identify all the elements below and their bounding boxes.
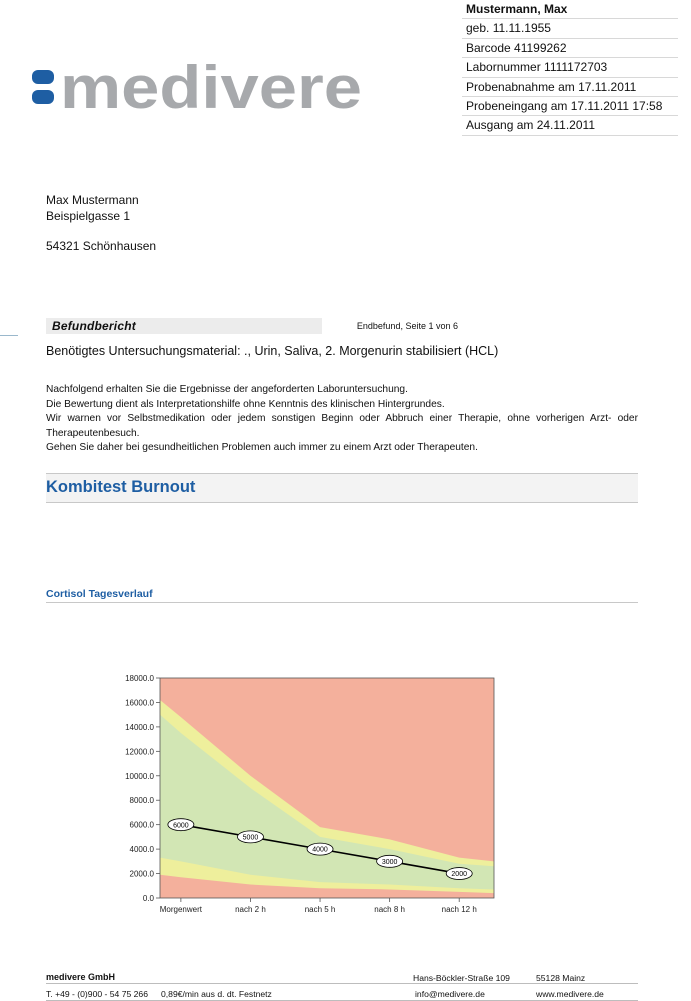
chart-data-label: 2000 (451, 871, 467, 879)
report-title: Befundbericht (52, 319, 136, 333)
address-city: 54321 Schönhausen (46, 239, 157, 253)
footer-web[interactable]: www.medivere.de (536, 989, 604, 999)
patient-output-date: Ausgang am 24.11.2011 (462, 116, 678, 135)
chart-y-tick-label: 4000.0 (129, 845, 154, 855)
section-title-bar (46, 473, 638, 503)
chart-x-tick-label: nach 2 h (235, 905, 266, 914)
chart-data-label: 3000 (381, 858, 398, 866)
chart-y-tick-label: 16000.0 (125, 698, 154, 708)
patient-dob: geb. 11.11.1955 (462, 19, 678, 38)
footer-phone: T. +49 - (0)900 - 54 75 266 (46, 989, 148, 999)
intro-text (46, 383, 638, 456)
chart-y-tick-label: 0.0 (142, 894, 154, 903)
patient-lab-number: Labornummer 1111172703 (462, 58, 678, 77)
address-name: Max Mustermann (46, 193, 139, 207)
recipient-address (46, 193, 156, 255)
chart-data-label: 5000 (242, 834, 259, 842)
chart-data-label: 4000 (312, 846, 328, 854)
subsection-title: Cortisol Tagesverlauf (46, 588, 153, 600)
logo-dot-top (32, 70, 54, 84)
intro-line-1: Nachfolgend erhalten Sie die Ergebnisse der angeforderten Laboruntersuchung. (46, 384, 408, 395)
patient-sampling-date: Probenabnahme am 17.11.2011 (462, 78, 678, 97)
chart-y-tick-label: 8000.0 (129, 796, 154, 806)
report-header-bar (46, 318, 458, 334)
chart-y-tick-label: 10000.0 (125, 771, 154, 781)
subsection-title-bar (46, 584, 638, 603)
section-title: Kombitest Burnout (46, 478, 196, 496)
footer-street: Hans-Böckler-Straße 109 (413, 973, 510, 983)
patient-received-date: Probeneingang am 17.11.2011 17:58 (462, 97, 678, 116)
fold-mark (0, 335, 18, 336)
cortisol-chart (110, 668, 500, 918)
patient-barcode: Barcode 41199262 (462, 39, 678, 58)
chart-x-tick-label: nach 5 h (304, 905, 336, 914)
patient-info-box (462, 0, 678, 136)
footer-zip-city: 55128 Mainz (536, 973, 586, 983)
chart-y-tick-label: 14000.0 (125, 722, 154, 732)
logo-wordmark: medivere (60, 56, 362, 116)
medivere-logo (32, 56, 372, 116)
chart-data-label: 6000 (173, 822, 189, 830)
footer-phone-note: 0,89€/min aus d. dt. Festnetz (161, 989, 272, 999)
patient-name: Mustermann, Max (462, 0, 678, 19)
logo-dot-bottom (32, 90, 54, 104)
required-material: Benötigtes Untersuchungsmaterial: ., Urin, Saliva, 2. Morgenurin stabilisiert (HCL) (46, 344, 499, 358)
chart-y-tick-label: 18000.0 (125, 674, 154, 683)
report-status: Endbefund, Seite 1 von 6 (322, 318, 458, 334)
intro-line-3: Wir warnen vor Selbstmedikation oder jedem sonstigen Beginn oder Abbruch einer Therapie, ohne vorherigen Arzt- oder Therapeutenbesuch. (46, 413, 638, 439)
intro-line-4: Gehen Sie daher bei gesundheitlichen Problemen auch immer zu einem Arzt oder Therapeuten. (46, 442, 478, 454)
chart-x-tick-label: Morgenwert (159, 905, 202, 914)
chart-x-tick-label: nach 8 h (374, 905, 405, 914)
footer-divider-1 (46, 983, 638, 984)
footer-company: medivere GmbH (46, 972, 116, 982)
chart-y-tick-label: 2000.0 (129, 869, 154, 879)
intro-line-2: Die Bewertung dient als Interpretationshilfe ohne Kenntnis des klinischen Hintergrundes. (46, 398, 445, 410)
chart-y-tick-label: 6000.0 (129, 820, 154, 830)
footer-email[interactable]: info@medivere.de (415, 989, 485, 999)
address-street: Beispielgasse 1 (46, 208, 131, 223)
chart-y-tick-label: 12000.0 (125, 747, 154, 757)
chart-x-tick-label: nach 12 h (441, 905, 477, 914)
